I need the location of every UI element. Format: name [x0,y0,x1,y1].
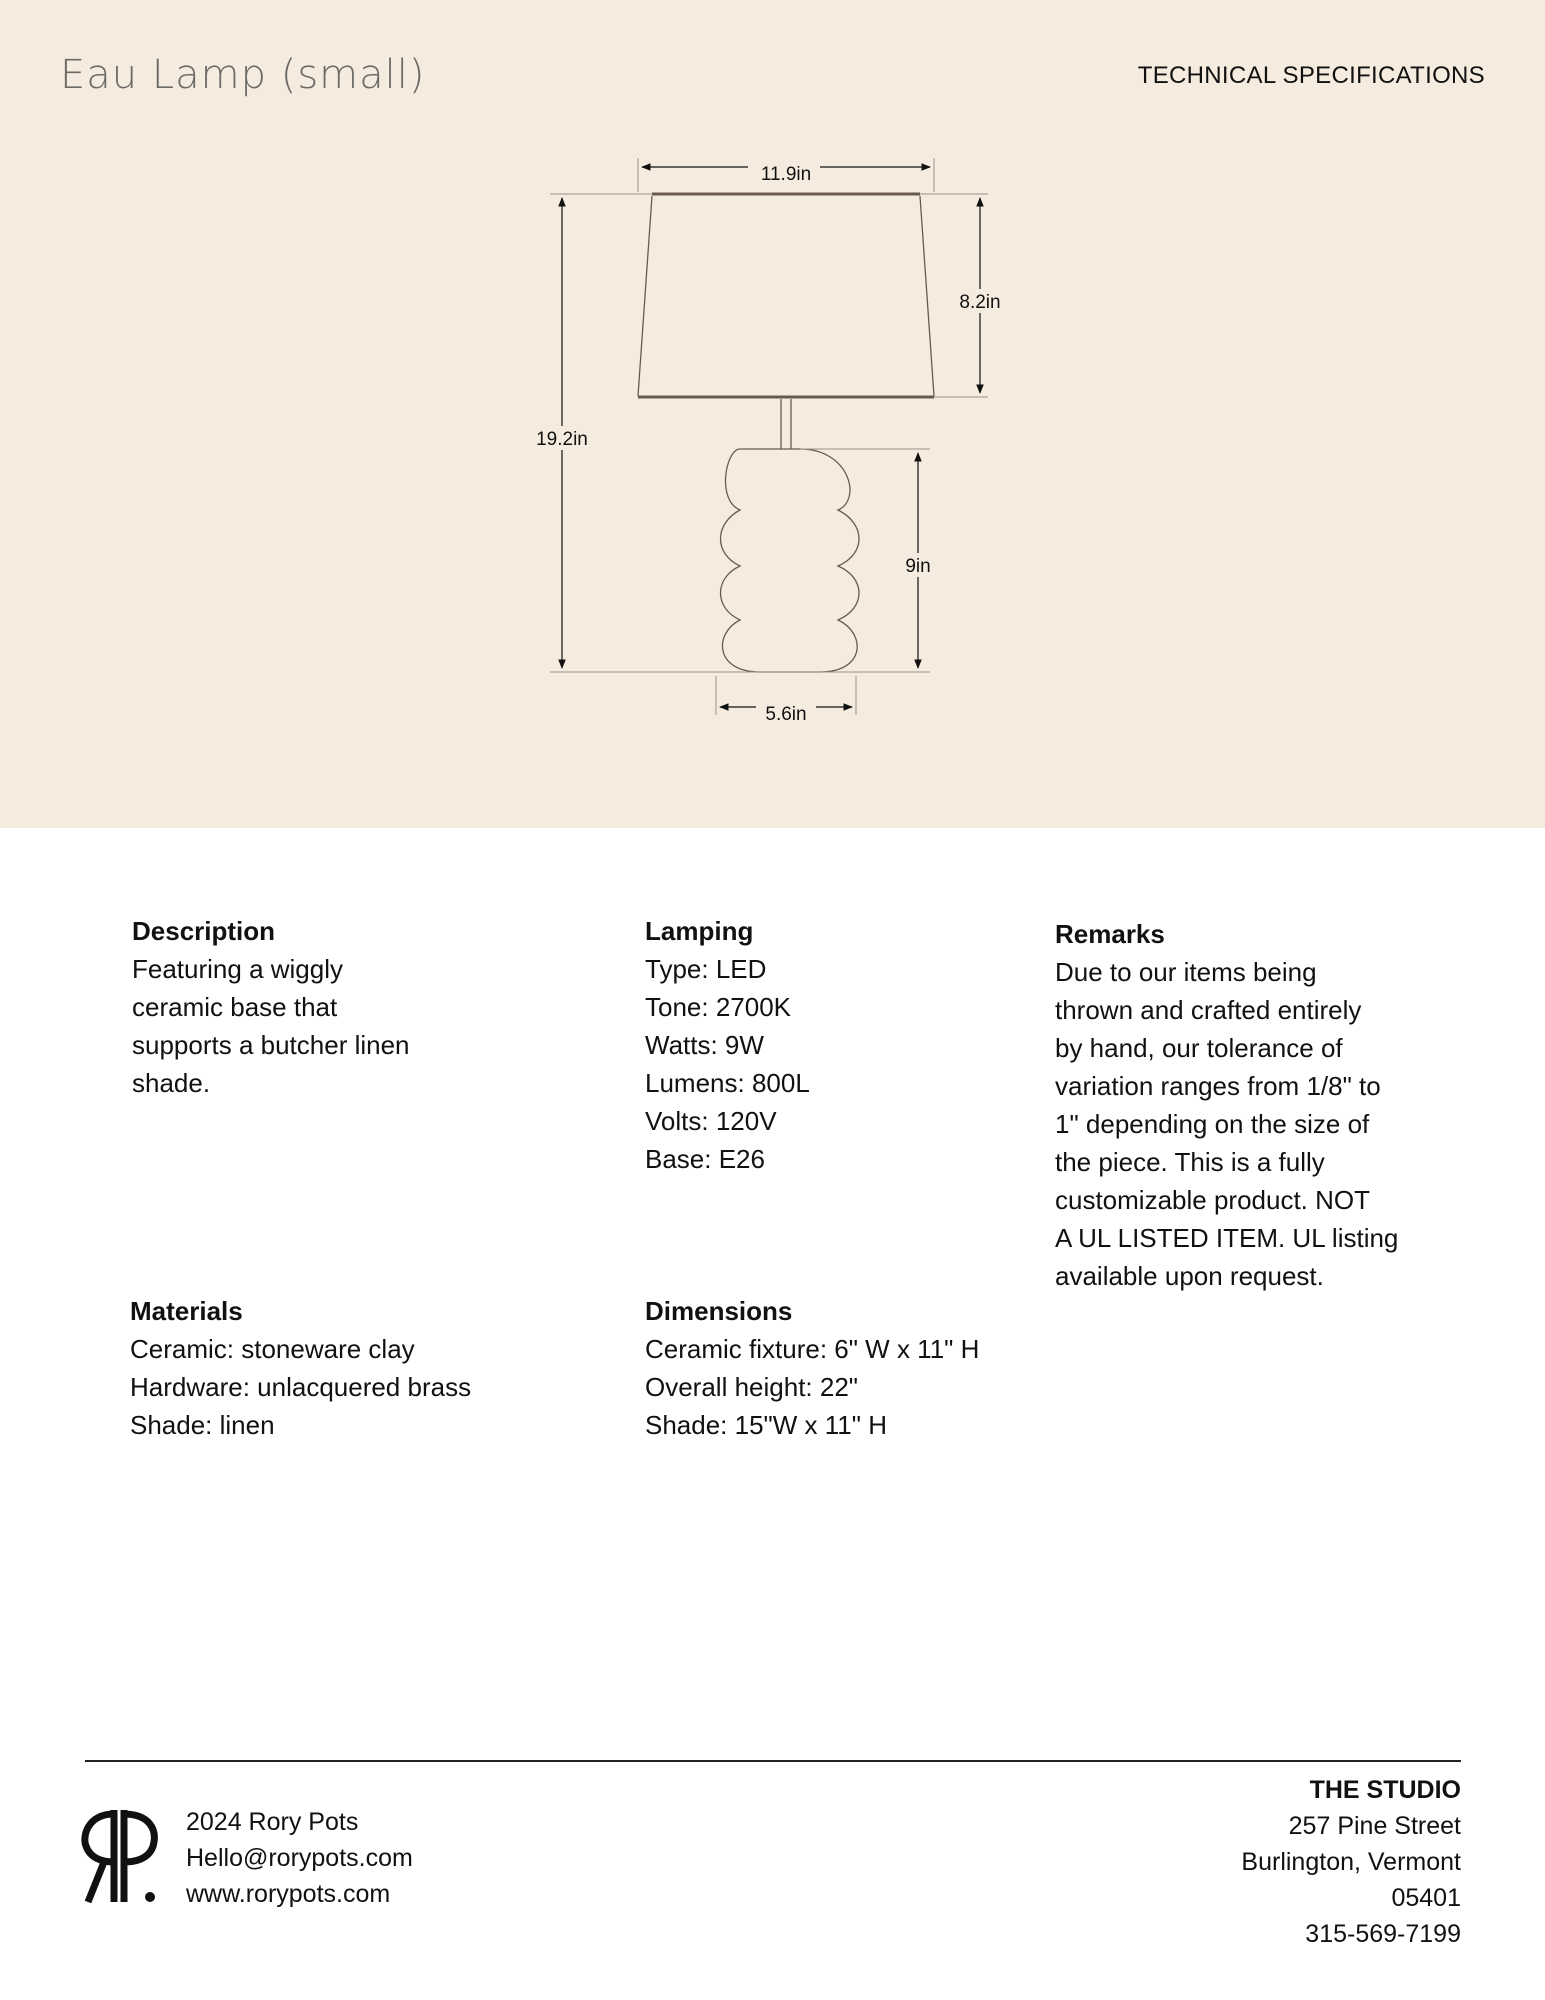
studio-street: 257 Pine Street [1288,1812,1461,1840]
dimensions-section [645,1292,979,1444]
studio-zip: 05401 [1391,1884,1461,1912]
rory-pots-logo [80,1806,166,1906]
lamping-line: Base: E26 [645,1144,765,1174]
lamping-line: Lumens: 800L [645,1068,810,1098]
lamping-line: Tone: 2700K [645,992,792,1022]
materials-line: Hardware: unlacquered brass [130,1372,472,1402]
studio-city: Burlington, Vermont [1241,1848,1461,1876]
website-link[interactable]: www.rorypots.com [186,1880,391,1908]
email-link[interactable]: Hello@rorypots.com [186,1844,413,1872]
description-line: supports a butcher linen [132,1030,410,1060]
description-line: ceramic base that [132,992,338,1022]
remarks-line: the piece. This is a fully [1055,1147,1325,1177]
shade-width-label: 11.9in [760,164,812,185]
overall-height-dimension [530,198,594,668]
dimensions-line: Ceramic fixture: 6" W x 11" H [645,1334,980,1364]
description-line: Featuring a wiggly [132,954,343,984]
studio-phone[interactable]: 315-569-7199 [1305,1920,1461,1948]
lamp-stem-outline [781,399,791,449]
base-height-label: 9in [905,556,931,577]
remarks-line: available upon request. [1055,1261,1324,1291]
base-height-dimension [898,453,938,668]
remarks-line: 1" depending on the size of [1055,1109,1370,1139]
extension-lines [550,158,988,715]
dimensions-heading: Dimensions [645,1296,793,1326]
lamp-technical-drawing [0,0,1545,828]
footer-divider [85,1760,1461,1762]
remarks-line: A UL LISTED ITEM. UL listing [1055,1223,1399,1253]
overall-height-label: 19.2in [536,429,588,450]
materials-section [130,1292,471,1444]
materials-heading: Materials [130,1296,243,1326]
dimensions-line: Overall height: 22" [645,1372,859,1402]
remarks-line: variation ranges from 1/8" to [1055,1071,1381,1101]
remarks-line: customizable product. NOT [1055,1185,1371,1215]
description-line: shade. [132,1068,211,1098]
materials-line: Ceramic: stoneware clay [130,1334,415,1364]
studio-address [1241,1772,1461,1952]
lamping-section [645,912,810,1178]
remarks-section [1055,915,1398,1295]
lamping-heading: Lamping [645,916,754,946]
document-type-label: TECHNICAL SPECIFICATIONS [1137,62,1485,89]
description-section [132,912,410,1102]
shade-height-label: 8.2in [959,292,1001,313]
remarks-heading: Remarks [1055,919,1165,949]
lamp-base-outline [721,449,860,672]
shade-width-dimension [642,155,930,185]
footer-contact [186,1804,413,1912]
lamping-line: Watts: 9W [645,1030,764,1060]
description-heading: Description [132,916,276,946]
base-width-label: 5.6in [765,704,807,725]
lamping-line: Type: LED [645,954,767,984]
lamping-line: Volts: 120V [645,1106,777,1136]
materials-line: Shade: linen [130,1410,275,1440]
dimensions-line: Shade: 15"W x 11" H [645,1410,887,1440]
studio-title: THE STUDIO [1309,1776,1461,1804]
remarks-line: thrown and crafted entirely [1055,995,1362,1025]
shade-height-dimension [952,198,1008,393]
remarks-line: by hand, our tolerance of [1055,1033,1343,1063]
lamp-shade-outline [638,194,934,397]
copyright-text: 2024 Rory Pots [186,1808,359,1836]
base-width-dimension [720,695,852,725]
product-title: Eau Lamp (small) [60,52,426,98]
remarks-line: Due to our items being [1055,957,1317,987]
